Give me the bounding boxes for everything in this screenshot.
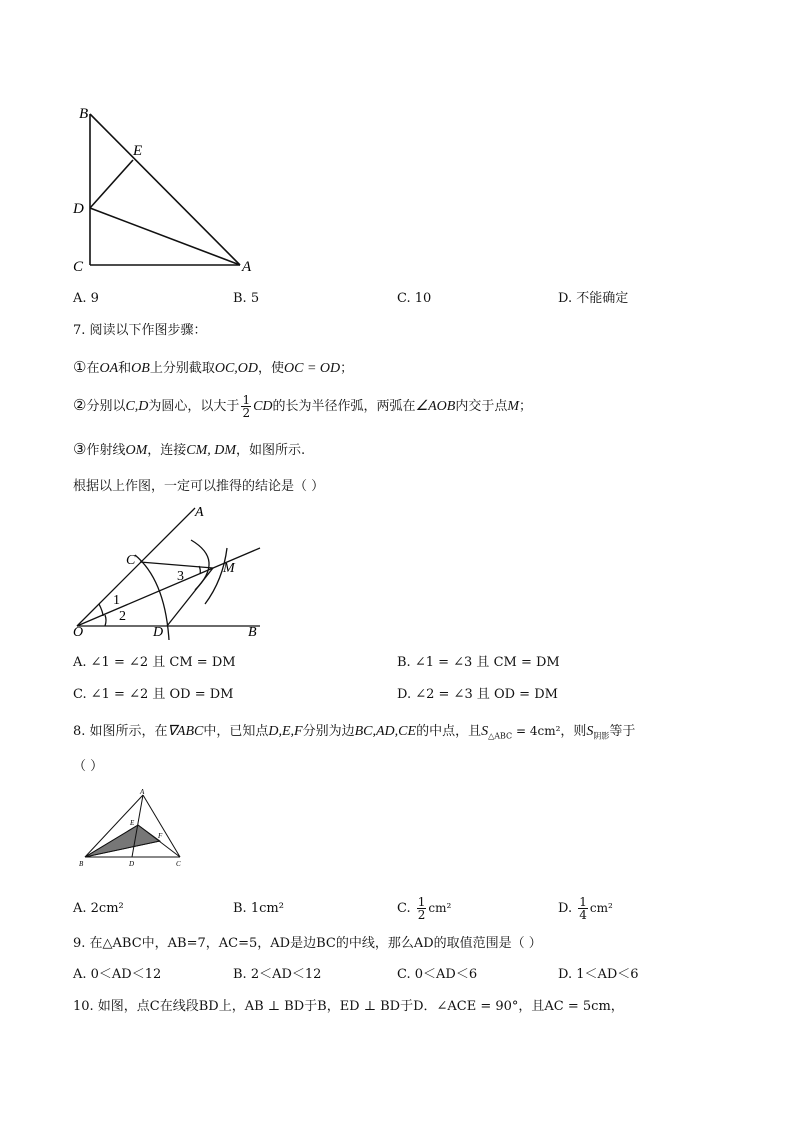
q8-label-C: C xyxy=(176,860,181,868)
q8-option-c xyxy=(397,889,451,928)
q6-label-E: E xyxy=(133,143,143,159)
q7-step2-text-b: 为圆心，以大于 xyxy=(148,399,240,414)
q7-step2-aob: ∠AOB xyxy=(415,399,456,414)
q7-step1-eq: OC = OD xyxy=(284,361,341,376)
q8-stem-d: 的中点，且 xyxy=(416,724,482,739)
q6-option-b: B. 5 xyxy=(233,291,260,306)
q8-figure xyxy=(75,785,190,873)
q7-step1-ob: OB xyxy=(131,361,150,376)
q6-seg-DE xyxy=(90,160,133,208)
q7-step3-text-c: ，如图所示. xyxy=(236,443,306,458)
q7-step2-cd: C,D xyxy=(125,399,149,414)
q7-step1 xyxy=(73,358,353,378)
q7-step1-text-a: 在 xyxy=(86,361,100,376)
q6-figure xyxy=(65,100,265,280)
q7-step1-text-c: 上分别截取 xyxy=(149,361,215,376)
q7-ray-OM xyxy=(77,548,260,626)
q8-option-d-label: D. xyxy=(558,901,573,916)
q8-option-b: B. 1cm² xyxy=(233,901,284,916)
q8-option-d xyxy=(558,889,613,928)
q7-step2-text-d: 内交于点 xyxy=(455,399,508,414)
q6-seg-BA xyxy=(90,114,240,265)
q8-stem-a: 8. 如图所示，在 xyxy=(73,724,168,739)
q6-seg-DA xyxy=(90,208,240,265)
q7-step2-fraction: $\frac{1}{2}$ xyxy=(242,393,251,420)
q7-label-A: A xyxy=(195,505,204,520)
q7-label-3: 3 xyxy=(177,569,184,584)
q8-label-E: E xyxy=(130,819,135,827)
q8-label-F: F xyxy=(158,832,163,840)
q9-option-c: C. 0＜AD＜6 xyxy=(397,967,478,982)
q6-option-a: A. 9 xyxy=(73,291,99,306)
q7-step3-cmdm: CM, DM xyxy=(186,443,237,458)
q7-step1-ocod: OC,OD xyxy=(214,361,259,376)
q8-s-eq: = 4cm² xyxy=(512,724,561,738)
q7-label-1: 1 xyxy=(113,593,120,608)
q9-option-b: B. 2＜AD＜12 xyxy=(233,967,322,982)
q7-option-d: D. ∠2 = ∠3 且 OD = DM xyxy=(397,687,558,702)
q8-paren: （ ） xyxy=(73,759,104,774)
q8-option-c-label: C. xyxy=(397,901,411,916)
q8-label-A: A xyxy=(140,788,145,796)
q7-seg-CM xyxy=(140,562,213,568)
q7-label-M: M xyxy=(223,561,235,576)
q7-arc-big xyxy=(135,555,169,640)
q8-option-c-unit: cm² xyxy=(428,901,452,915)
q10-stem: 10. 如图，点C在线段BD上，AB ⊥ BD于B，ED ⊥ BD于D．∠ACE = 90°，且AC = 5cm， xyxy=(73,999,624,1014)
q7-label-D: D xyxy=(153,625,164,640)
q8-s-shade-sub: 阴影 xyxy=(593,731,610,741)
q8-shaded-triangle xyxy=(85,825,160,857)
q7-stem: 7. 阅读以下作图步骤： xyxy=(73,323,207,338)
q8-abc: ∇ABC xyxy=(167,724,204,739)
q7-angle-mark-2 xyxy=(105,615,106,626)
q8-stem-b: 中，已知点 xyxy=(203,724,269,739)
q7-step2-circ: ② xyxy=(73,396,87,414)
q6-label-A: A xyxy=(242,259,252,275)
q9-option-a: A. 0＜AD＜12 xyxy=(73,967,162,982)
q7-ray-OA xyxy=(77,508,195,626)
q8-option-d-unit: cm² xyxy=(589,901,613,915)
q7-step3-om: OM xyxy=(125,443,148,458)
q7-step2-m: M xyxy=(507,399,519,414)
q6-label-D: D xyxy=(73,201,84,217)
q7-label-2: 2 xyxy=(119,609,126,624)
q7-option-b: B. ∠1 = ∠3 且 CM = DM xyxy=(397,655,560,670)
q7-label-O: O xyxy=(73,625,84,640)
q7-arc-lower xyxy=(205,548,227,604)
q7-step3-circ: ③ xyxy=(73,440,87,458)
q7-question: 根据以上作图，一定可以推得的结论是（ ） xyxy=(73,479,325,494)
q7-label-C: C xyxy=(126,553,136,568)
q6-label-B: B xyxy=(79,106,89,122)
q6-option-d: D. 不能确定 xyxy=(558,291,629,306)
q7-step3 xyxy=(73,440,305,460)
q8-def: D,E,F xyxy=(268,724,303,739)
q8-seg-AC xyxy=(143,795,180,857)
q7-option-c: C. ∠1 = ∠2 且 OD = DM xyxy=(73,687,234,702)
q8-s-abc: S xyxy=(481,724,489,739)
q9-stem: 9. 在△ABC中，AB=7，AC=5，AD是边BC的中线，那么AD的取值范围是（ ） xyxy=(73,936,542,951)
q8-stem xyxy=(73,722,635,746)
q8-s-shade: S xyxy=(586,724,594,739)
q7-step1-text-b: 和 xyxy=(118,361,132,376)
q8-stem-f: 等于 xyxy=(609,724,636,739)
q7-step3-text-b: ，连接 xyxy=(147,443,187,458)
q7-label-B: B xyxy=(248,625,257,640)
q7-angle-mark-3 xyxy=(199,566,200,574)
q8-label-D: D xyxy=(129,860,135,868)
q8-option-a: A. 2cm² xyxy=(73,901,124,916)
q7-step2-text-a: 分别以 xyxy=(86,399,126,414)
q7-step1-text-d: ，使 xyxy=(258,361,285,376)
q7-step3-text-a: 作射线 xyxy=(86,443,126,458)
q8-option-c-fraction: $\frac{1}{2}$ xyxy=(417,895,426,922)
q7-step1-oa: OA xyxy=(99,361,119,376)
q7-option-a: A. ∠1 = ∠2 且 CM = DM xyxy=(73,655,236,670)
q8-stem-e: ，则 xyxy=(560,724,587,739)
q8-stem-c: 分别为边 xyxy=(302,724,355,739)
q8-s-abc-sub: △ABC xyxy=(488,731,513,741)
q8-sides: BC,AD,CE xyxy=(354,724,417,739)
q8-label-B: B xyxy=(79,860,84,868)
q6-option-c: C. 10 xyxy=(397,291,432,306)
q7-step1-text-e: ； xyxy=(340,361,354,376)
q7-step2-text-c: 的长为半径作弧，两弧在 xyxy=(272,399,416,414)
q7-angle-mark-1 xyxy=(99,604,103,616)
q7-step1-circ: ① xyxy=(73,358,87,376)
q6-label-C: C xyxy=(73,259,84,275)
q7-figure xyxy=(65,500,275,645)
q7-step2-text-e: ； xyxy=(519,399,533,414)
q9-option-d: D. 1＜AD＜6 xyxy=(558,967,639,982)
q8-option-d-fraction: $\frac{1}{4}$ xyxy=(579,895,587,922)
q7-step2 xyxy=(73,392,532,420)
q7-arc-upper xyxy=(191,540,209,590)
q7-step2-cd2: CD xyxy=(253,399,273,414)
